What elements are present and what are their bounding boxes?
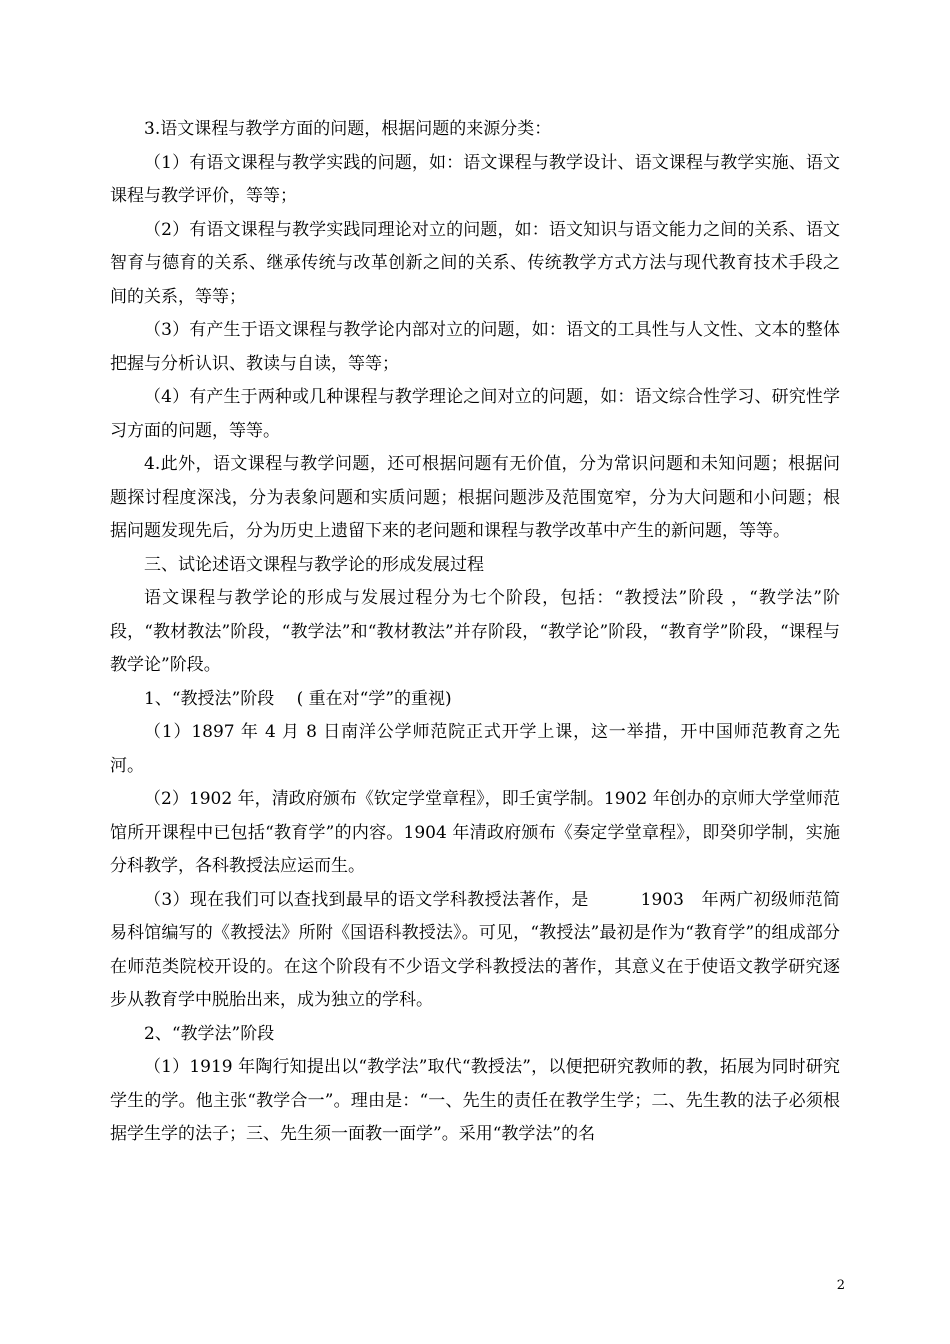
paragraph-practice-theory-problems: （2）有语文课程与教学实践同理论对立的问题，如：语文知识与语文能力之间的关系、语文智育与德育的关系、继承传统与改革创新之间的关系、传统教学方式方法与现代教育技术手段之间的关系，等等；: [110, 219, 840, 307]
paragraph-1902-regulations: （2）1902 年，清政府颁布《钦定学堂章程》，即壬寅学制。1902 年创办的京师大学堂师范馆所开课程中已包括“教育学”的内容。1904 年清政府颁布《奏定学堂章程》，即癸卯学制，实施分科教学，各科教授法应运而生。: [110, 789, 840, 876]
paragraph-category-heading: 3.语文课程与教学方面的问题，根据问题的来源分类：: [144, 119, 552, 139]
subheading-jiaoshoufa-stage: 1、“教授法”阶段 ( 重在对“学”的重视): [144, 688, 452, 709]
paragraph-seven-stages: 语文课程与教学论的形成与发展过程分为七个阶段，包括：“教授法”阶段 ，“教学法”阶段，“教材教法”阶段，“教学法”和“教材教法”并存阶段，“教学论”阶段，“教育学”阶段，“课程与教学论”阶段。: [110, 588, 840, 675]
paragraph-other-classifications: 4.此外，语文课程与教学问题，还可根据问题有无价值，分为常识问题和未知问题；根据问题探讨程度深浅，分为表象问题和实质问题；根据问题涉及范围宽窄，分为大问题和小问题；根据问题发现先后，分为历史上遗留下来的老问题和课程与教学改革中产生的新问题，等等。: [110, 454, 840, 541]
paragraph-1919-tao-xingzhi: （1）1919 年陶行知提出以“教学法”取代“教授法”，以便把研究教师的教，拓展为同时研究学生的学。他主张“教学合一”。理由是：“一、先生的责任在教学生学；二、先生教的法子必须根据学生学的法子；三、先生须一面教一面学”。采用“教学法”的名: [110, 1057, 840, 1144]
paragraph-1897-nanyang: （1）1897 年 4 月 8 日南洋公学师范院正式开学上课，这一举措，开中国师范教育之先河。: [110, 722, 840, 776]
subheading-jiaoxuefa-stage: 2、“教学法”阶段: [144, 1023, 275, 1044]
section-heading-development: 三、试论述语文课程与教学论的形成发展过程: [144, 554, 484, 575]
paragraph-internal-problems: （3）有产生于语文课程与教学论内部对立的问题，如：语文的工具性与人文性、文本的整体把握与分析认识、教读与自读，等等；: [110, 320, 840, 374]
paragraph-1903-earliest-work: （3）现在我们可以查找到最早的语文学科教授法著作，是 1903 年两广初级师范简易科馆编写的《教授法》所附《国语科教授法》。可见，“教授法”最初是作为“教育学”的组成部分在师范类院校开设的。在这个阶段有不少语文学科教授法的著作，其意义在于使语文教学研究逐步从教育学中脱胎出来，成为独立的学科。: [110, 889, 840, 1010]
body-text: [110, 113, 840, 1152]
page-number: 2: [836, 1278, 845, 1293]
paragraph-practice-problems: （1）有语文课程与教学实践的问题，如：语文课程与教学设计、语文课程与教学实施、语文课程与教学评价，等等；: [110, 152, 840, 206]
paragraph-cross-theory-problems: （4）有产生于两种或几种课程与教学理论之间对立的问题，如：语文综合性学习、研究性学习方面的问题，等等。: [110, 387, 840, 441]
